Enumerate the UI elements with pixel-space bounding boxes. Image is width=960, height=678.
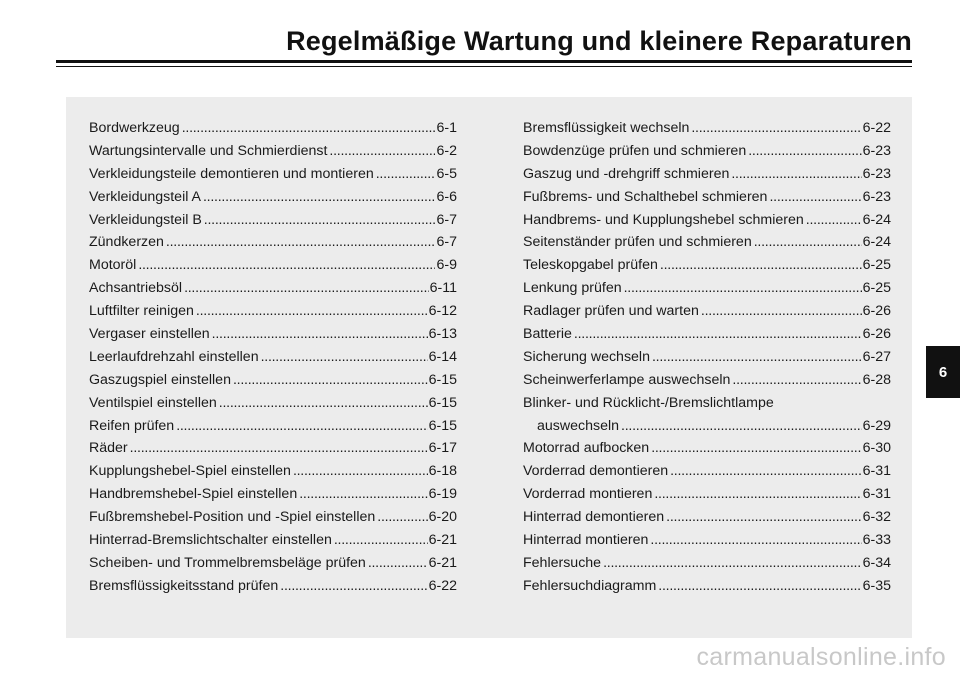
toc-entry[interactable]: [523, 323, 891, 346]
toc-entry-page: 6-1: [436, 119, 457, 136]
toc-entry-title: Hinterrad-Bremslichtschalter einstellen: [89, 532, 332, 549]
toc-entry[interactable]: [89, 163, 457, 186]
toc-entry[interactable]: [89, 575, 457, 598]
toc-entry-title: Hinterrad montieren: [523, 532, 649, 549]
dot-leader: [806, 209, 862, 232]
toc-entry-title: Bordwerkzeug: [89, 119, 180, 136]
chapter-tab[interactable]: 6: [926, 346, 960, 398]
toc-entry[interactable]: [89, 369, 457, 392]
toc-entry[interactable]: [89, 460, 457, 483]
toc-entry-page: 6-24: [862, 211, 891, 228]
toc-entry-title: Luftfilter reinigen: [89, 303, 194, 320]
toc-entry[interactable]: [523, 552, 891, 575]
toc-entry[interactable]: [523, 277, 891, 300]
dot-leader: [130, 437, 428, 460]
dot-leader: [329, 140, 435, 163]
dot-leader: [261, 346, 428, 369]
toc-entry-title: Vergaser einstellen: [89, 326, 210, 342]
dot-leader: [748, 140, 861, 163]
toc-entry[interactable]: [523, 575, 891, 598]
toc-entry-title: Fußbremshebel-Position und -Spiel einstellen: [89, 509, 376, 526]
toc-entry-title: Handbrems- und Kupplungshebel schmieren: [523, 211, 804, 228]
toc-entry[interactable]: [523, 186, 891, 209]
toc-entry-title: Scheiben- und Trommelbremsbeläge prüfen: [89, 554, 366, 571]
dot-leader: [621, 415, 862, 438]
toc-entry-title: Handbremshebel-Spiel einstellen: [89, 486, 298, 503]
toc-entry[interactable]: [89, 506, 457, 529]
dot-leader: [666, 506, 861, 529]
toc-entry-page: 6-23: [862, 165, 891, 182]
toc-entry-page: 6-22: [862, 119, 891, 136]
dot-leader: [182, 117, 436, 140]
toc-entry-title: Teleskopgabel prüfen: [523, 257, 658, 274]
title-rule-thick: [56, 60, 912, 63]
toc-entry[interactable]: [523, 369, 891, 392]
toc-entry[interactable]: [89, 392, 457, 415]
toc-entry[interactable]: [523, 437, 891, 460]
toc-entry[interactable]: [89, 552, 457, 575]
toc-entry[interactable]: [523, 392, 891, 438]
dot-leader: [203, 186, 435, 209]
dot-leader: [377, 506, 427, 529]
toc-entry-title: Scheinwerferlampe auswechseln: [523, 371, 731, 388]
toc-entry[interactable]: [523, 163, 891, 186]
toc-entry-page: 6-9: [436, 257, 457, 274]
toc-entry[interactable]: [89, 415, 457, 438]
toc-entry-title: Kupplungshebel-Spiel einstellen: [89, 463, 291, 480]
toc-entry-page: 6-29: [862, 417, 891, 434]
dot-leader: [731, 163, 861, 186]
toc-entry[interactable]: [89, 529, 457, 552]
toc-entry[interactable]: [523, 209, 891, 232]
toc-entry-page: 6-33: [862, 532, 891, 549]
dot-leader: [204, 209, 436, 232]
dot-leader: [334, 529, 428, 552]
toc-entry-title: Bremsflüssigkeit wechseln: [523, 119, 690, 136]
dot-leader: [299, 483, 427, 506]
toc-entry-page: 6-25: [862, 257, 891, 274]
toc-right-column: [523, 117, 891, 598]
toc-entry[interactable]: [89, 254, 457, 277]
dot-leader: [650, 529, 861, 552]
toc-entry-title: Motoröl: [89, 257, 137, 274]
watermark: carmanualsonline.info: [696, 643, 946, 671]
toc-entry-page: 6-12: [428, 303, 457, 320]
toc-entry[interactable]: [523, 529, 891, 552]
dot-leader: [732, 369, 861, 392]
toc-entry-title: Radlager prüfen und warten: [523, 303, 699, 320]
toc-entry-title: Bremsflüssigkeitsstand prüfen: [89, 577, 279, 594]
toc-entry-title: Ventilspiel einstellen: [89, 394, 217, 411]
title-rule-thin: [56, 66, 912, 67]
toc-entry-page: 6-32: [862, 509, 891, 526]
dot-leader: [212, 323, 428, 346]
toc-entry-page: 6-6: [436, 188, 457, 205]
dot-leader: [701, 300, 862, 323]
toc-entry[interactable]: [523, 346, 891, 369]
toc-entry[interactable]: [89, 140, 457, 163]
dot-leader: [176, 415, 427, 438]
toc-entry-title: Verkleidungsteil A: [89, 188, 201, 205]
toc-entry[interactable]: [523, 140, 891, 163]
toc-entry-page: 6-27: [862, 348, 891, 365]
toc-entry-title: Gaszugspiel einstellen: [89, 371, 231, 388]
dot-leader: [603, 552, 862, 575]
toc-entry-title: Vorderrad demontieren: [523, 463, 669, 480]
toc-entry-title: Bowdenzüge prüfen und schmieren: [523, 142, 747, 159]
toc-entry-title: Batterie: [523, 326, 572, 342]
toc-left-column: [89, 117, 457, 598]
toc-entry-page: 6-24: [862, 234, 891, 251]
toc-entry-title: Reifen prüfen: [89, 417, 175, 434]
toc-entry[interactable]: [89, 346, 457, 369]
toc-entry[interactable]: [523, 506, 891, 529]
toc-entry-title: Verkleidungsteil B: [89, 211, 202, 228]
toc-entry-page: 6-26: [862, 303, 891, 320]
toc-entry-page: 6-34: [862, 554, 891, 571]
toc-entry-title: Motorrad aufbocken: [523, 440, 650, 457]
toc-entry-page: 6-7: [436, 211, 457, 228]
toc-entry-page: 6-28: [862, 371, 891, 388]
toc-entry-title: Sicherung wechseln: [523, 348, 650, 365]
dot-leader: [670, 460, 861, 483]
toc-entry-title: Blinker- und Rücklicht-/Bremslichtlampe: [523, 394, 774, 411]
toc-entry-title: Fußbrems- und Schalthebel schmieren: [523, 188, 768, 205]
dot-leader: [138, 254, 435, 277]
dot-leader: [654, 483, 861, 506]
toc-entry-page: 6-26: [862, 326, 891, 342]
dot-leader: [376, 163, 436, 186]
dot-leader: [166, 231, 436, 254]
toc-entry-page: 6-23: [862, 188, 891, 205]
dot-leader: [754, 231, 862, 254]
dot-leader: [233, 369, 428, 392]
toc-entry-title: Gaszug und -drehgriff schmieren: [523, 165, 730, 182]
toc-entry[interactable]: [89, 231, 457, 254]
toc-entry-title-cont: auswechseln: [537, 417, 620, 434]
toc-entry-title: Vorderrad montieren: [523, 486, 653, 503]
toc-entry-page: 6-2: [436, 142, 457, 159]
toc-entry-page: 6-18: [428, 463, 457, 480]
toc-entry[interactable]: [523, 231, 891, 254]
toc-entry-title: Achsantriebsöl: [89, 280, 183, 297]
toc-entry-page: 6-15: [428, 394, 457, 411]
toc-entry[interactable]: [89, 186, 457, 209]
toc-entry-page: 6-5: [436, 165, 457, 182]
toc-entry-page: 6-31: [862, 486, 891, 503]
page-title: Regelmäßige Wartung und kleinere Reparaturen: [286, 26, 912, 56]
dot-leader: [660, 254, 862, 277]
toc-entry-page: 6-17: [428, 440, 457, 457]
toc-entry-page: 6-21: [428, 532, 457, 549]
toc-entry-title: Fehlersuchdiagramm: [523, 577, 657, 594]
dot-leader: [368, 552, 428, 575]
toc-entry[interactable]: [523, 254, 891, 277]
dot-leader: [280, 575, 427, 598]
toc-entry-page: 6-15: [428, 371, 457, 388]
toc-entry-title: Verkleidungsteile demontieren und montieren: [89, 165, 374, 182]
toc-entry-page: 6-35: [862, 577, 891, 594]
toc-entry-title: Seitenständer prüfen und schmieren: [523, 234, 752, 251]
toc-entry[interactable]: [89, 209, 457, 232]
toc-entry-page: 6-30: [862, 440, 891, 457]
toc-entry[interactable]: [89, 323, 457, 346]
toc-entry[interactable]: [523, 460, 891, 483]
toc-entry-page: 6-15: [428, 417, 457, 434]
dot-leader: [658, 575, 861, 598]
toc-entry-title: Fehlersuche: [523, 554, 602, 571]
toc-entry[interactable]: [523, 117, 891, 140]
toc-entry[interactable]: [89, 117, 457, 140]
dot-leader: [293, 460, 428, 483]
toc-entry-page: 6-23: [862, 142, 891, 159]
dot-leader: [652, 346, 862, 369]
toc-entry[interactable]: [523, 483, 891, 506]
toc-entry-title: Leerlaufdrehzahl einstellen: [89, 348, 259, 365]
toc-entry[interactable]: [89, 437, 457, 460]
toc-entry-title: Wartungsintervalle und Schmierdienst: [89, 142, 328, 159]
toc-entry-page: 6-19: [428, 486, 457, 503]
toc-entry-page: 6-22: [428, 577, 457, 594]
toc-entry[interactable]: [89, 277, 457, 300]
toc-entry-page: 6-25: [862, 280, 891, 297]
toc-entry-page: 6-14: [428, 348, 457, 365]
dot-leader: [574, 323, 862, 346]
dot-leader: [769, 186, 861, 209]
toc-entry-title: Lenkung prüfen: [523, 280, 622, 297]
toc-entry-page: 6-13: [428, 326, 457, 342]
dot-leader: [196, 300, 428, 323]
toc-entry[interactable]: [89, 300, 457, 323]
dot-leader: [219, 392, 428, 415]
toc-entry-page: 6-21: [428, 554, 457, 571]
toc-entry-title: Zündkerzen: [89, 234, 164, 251]
toc-entry-page: 6-31: [862, 463, 891, 480]
toc-entry[interactable]: [523, 300, 891, 323]
dot-leader: [651, 437, 861, 460]
dot-leader: [691, 117, 861, 140]
toc-entry-page: 6-7: [436, 234, 457, 251]
toc-entry[interactable]: [89, 483, 457, 506]
toc-entry-title: Hinterrad demontieren: [523, 509, 665, 526]
toc-entry-title: Räder: [89, 440, 128, 457]
dot-leader: [624, 277, 862, 300]
dot-leader: [184, 277, 429, 300]
toc-entry-page: 6-20: [428, 509, 457, 526]
toc-entry-page: 6-11: [429, 280, 457, 297]
